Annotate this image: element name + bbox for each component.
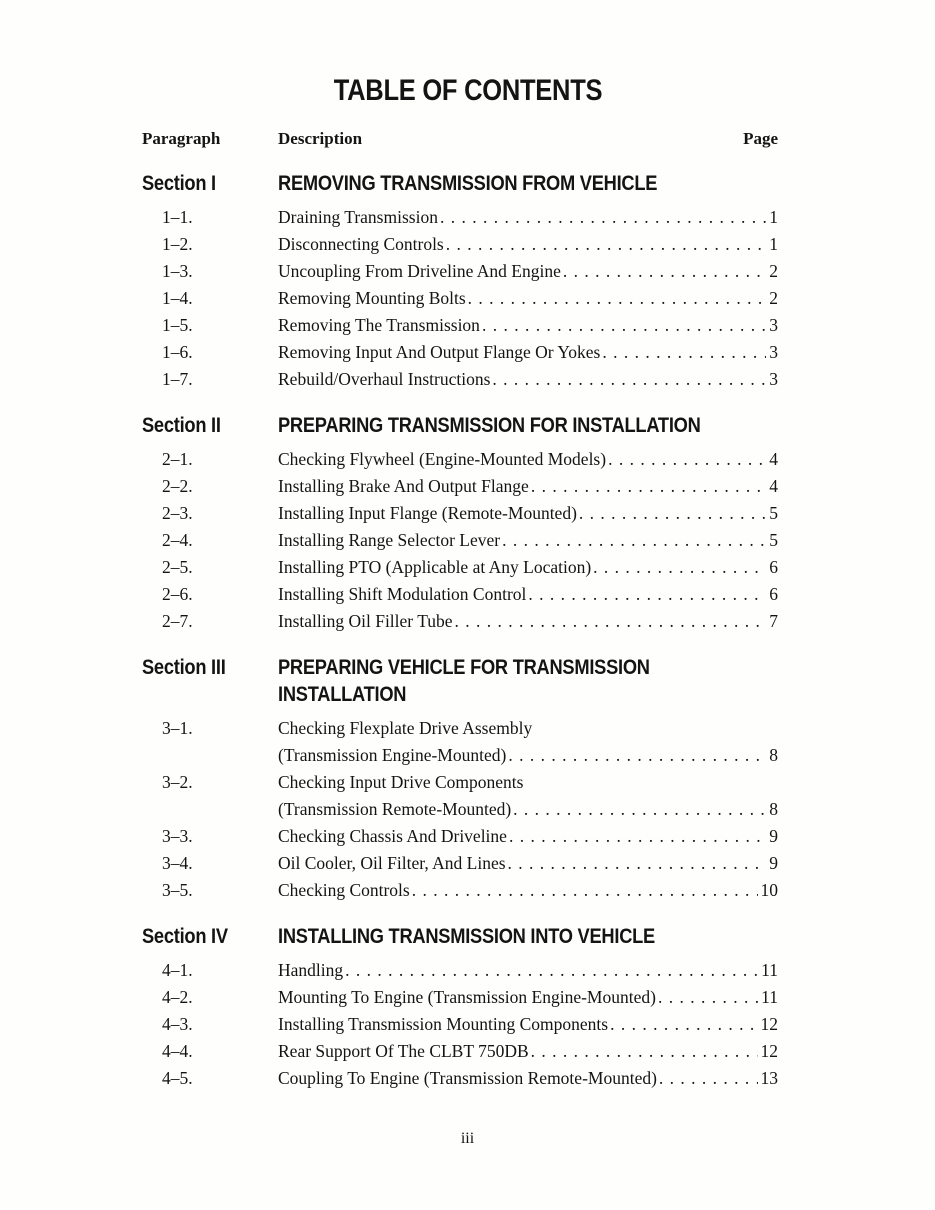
toc-entry xyxy=(142,715,778,769)
toc-entry xyxy=(142,581,778,608)
toc-entry xyxy=(142,285,778,312)
toc-entry-line xyxy=(142,581,778,608)
dot-leader xyxy=(528,581,766,608)
dot-leader xyxy=(610,1011,757,1038)
paragraph-number: 3–2. xyxy=(162,772,193,792)
toc-entry xyxy=(142,1038,778,1065)
dot-leader xyxy=(509,823,766,850)
dot-leader xyxy=(508,850,767,877)
toc-entry-line xyxy=(142,957,778,984)
entry-description-line2: (Transmission Remote-Mounted) xyxy=(278,799,512,819)
entry-description: Installing Range Selector Lever xyxy=(278,530,501,550)
dot-leader xyxy=(513,796,766,823)
paragraph-number: 2–6. xyxy=(162,584,193,604)
dot-leader xyxy=(579,500,766,527)
toc-content xyxy=(142,170,778,1111)
toc-entry-line xyxy=(142,312,778,339)
section-title-text: REMOVING TRANSMISSION FROM VEHICLE xyxy=(278,171,658,195)
toc-entry-line xyxy=(142,339,778,366)
section-title xyxy=(278,923,778,950)
entry-page-number: 9 xyxy=(769,826,778,846)
dot-leader xyxy=(531,1038,758,1065)
entry-description: Coupling To Engine (Transmission Remote-Mounted) xyxy=(278,1068,657,1088)
entry-page-number: 9 xyxy=(769,853,778,873)
entry-description: Checking Input Drive Components xyxy=(278,772,524,792)
page-title-text: TABLE OF CONTENTS xyxy=(333,74,602,107)
toc-entry xyxy=(142,527,778,554)
paragraph-number: 4–5. xyxy=(162,1068,193,1088)
toc-entry-line xyxy=(142,554,778,581)
toc-entry xyxy=(142,204,778,231)
toc-entry xyxy=(142,769,778,823)
toc-entry-line xyxy=(142,850,778,877)
section-title-line1 xyxy=(278,170,778,197)
dot-leader xyxy=(602,339,766,366)
section-title xyxy=(278,170,778,197)
entry-description: Oil Cooler, Oil Filter, And Lines xyxy=(278,853,506,873)
dot-leader xyxy=(531,473,766,500)
dot-leader xyxy=(508,742,766,769)
toc-entry xyxy=(142,957,778,984)
toc-entry-line xyxy=(142,769,778,796)
section-title-line2 xyxy=(278,681,778,708)
toc-entry xyxy=(142,258,778,285)
entry-description: Removing Mounting Bolts xyxy=(278,288,466,308)
section-id-text: Section I xyxy=(142,171,216,195)
toc-entry xyxy=(142,823,778,850)
entry-description: Installing Input Flange (Remote-Mounted) xyxy=(278,503,577,523)
entry-description: Checking Controls xyxy=(278,880,410,900)
entry-description: Mounting To Engine (Transmission Engine-Mounted) xyxy=(278,987,656,1007)
toc-entry-line xyxy=(142,823,778,850)
section-title-text: PREPARING TRANSMISSION FOR INSTALLATION xyxy=(278,413,701,437)
entry-page-number: 8 xyxy=(769,799,778,819)
toc-section xyxy=(142,923,778,1092)
toc-entry xyxy=(142,339,778,366)
toc-entry-line xyxy=(142,715,778,742)
toc-entry-line xyxy=(142,877,778,904)
paragraph-number: 3–4. xyxy=(162,853,193,873)
paragraph-number: 1–7. xyxy=(162,369,193,389)
entry-description: Removing The Transmission xyxy=(278,315,480,335)
entry-page-number: 3 xyxy=(769,342,778,362)
entry-description-line2: (Transmission Engine-Mounted) xyxy=(278,745,507,765)
dot-leader xyxy=(412,877,758,904)
entry-page-number: 6 xyxy=(769,557,778,577)
paragraph-number: 3–1. xyxy=(162,718,193,738)
toc-entry-line xyxy=(142,984,778,1011)
paragraph-number: 2–5. xyxy=(162,557,193,577)
toc-entry-line xyxy=(142,608,778,635)
entry-page-number: 2 xyxy=(769,288,778,308)
dot-leader xyxy=(446,231,767,258)
toc-section xyxy=(142,654,778,904)
entry-page-number: 3 xyxy=(769,315,778,335)
dot-leader xyxy=(608,446,766,473)
entry-description: Removing Input And Output Flange Or Yokes xyxy=(278,342,601,362)
toc-entry-line xyxy=(142,258,778,285)
toc-entry xyxy=(142,500,778,527)
entry-description: Uncoupling From Driveline And Engine xyxy=(278,261,561,281)
paragraph-number: 1–2. xyxy=(162,234,193,254)
toc-entry-line xyxy=(142,366,778,393)
entry-description: Installing PTO (Applicable at Any Location) xyxy=(278,557,592,577)
section-id-text: Section IV xyxy=(142,924,228,948)
paragraph-number: 1–6. xyxy=(162,342,193,362)
entry-description: Checking Flywheel (Engine-Mounted Models) xyxy=(278,449,607,469)
toc-entry xyxy=(142,1065,778,1092)
toc-entry xyxy=(142,312,778,339)
dot-leader xyxy=(482,312,766,339)
toc-entry-line xyxy=(142,473,778,500)
toc-entry-line-continuation xyxy=(142,742,778,769)
section-id xyxy=(142,923,278,950)
section-heading xyxy=(142,923,778,950)
toc-entry xyxy=(142,1011,778,1038)
paragraph-number: 3–5. xyxy=(162,880,193,900)
paragraph-number: 2–2. xyxy=(162,476,193,496)
entry-page-number: 6 xyxy=(769,584,778,604)
section-id xyxy=(142,170,278,197)
dot-leader xyxy=(659,1065,758,1092)
entry-page-number: 11 xyxy=(761,960,778,980)
section-id xyxy=(142,654,278,681)
entry-description: Checking Flexplate Drive Assembly xyxy=(278,718,533,738)
section-title-line1 xyxy=(278,654,778,681)
paragraph-number: 1–1. xyxy=(162,207,193,227)
toc-entry-line xyxy=(142,446,778,473)
section-title xyxy=(278,412,778,439)
entry-description: Installing Shift Modulation Control xyxy=(278,584,527,604)
entry-page-number: 12 xyxy=(760,1041,778,1061)
column-header-description: Description xyxy=(278,129,363,148)
paragraph-number: 2–3. xyxy=(162,503,193,523)
toc-entry xyxy=(142,446,778,473)
paragraph-number: 3–3. xyxy=(162,826,193,846)
dot-leader xyxy=(468,285,767,312)
paragraph-number: 2–4. xyxy=(162,530,193,550)
entry-description: Disconnecting Controls xyxy=(278,234,444,254)
entry-page-number: 13 xyxy=(760,1068,778,1088)
entry-page-number: 10 xyxy=(760,880,778,900)
paragraph-number: 1–3. xyxy=(162,261,193,281)
column-header-paragraph: Paragraph xyxy=(142,129,221,148)
toc-entry xyxy=(142,554,778,581)
section-id-text: Section II xyxy=(142,413,221,437)
section-title-line1 xyxy=(278,923,778,950)
toc-entry-line-continuation xyxy=(142,796,778,823)
entry-page-number: 4 xyxy=(769,476,778,496)
paragraph-number: 4–2. xyxy=(162,987,193,1007)
dot-leader xyxy=(345,957,758,984)
dot-leader xyxy=(502,527,766,554)
toc-entry xyxy=(142,473,778,500)
toc-entry-line xyxy=(142,231,778,258)
paragraph-number: 2–1. xyxy=(162,449,193,469)
footer-page-number: iii xyxy=(460,1130,475,1147)
dot-leader xyxy=(455,608,767,635)
dot-leader xyxy=(563,258,766,285)
toc-entry-line xyxy=(142,285,778,312)
toc-entry xyxy=(142,366,778,393)
toc-entry-line xyxy=(142,500,778,527)
toc-section xyxy=(142,170,778,393)
paragraph-number: 4–1. xyxy=(162,960,193,980)
entry-page-number: 12 xyxy=(760,1014,778,1034)
entry-description: Rear Support Of The CLBT 750DB xyxy=(278,1041,529,1061)
section-title-text: PREPARING VEHICLE FOR TRANSMISSION xyxy=(278,655,650,679)
toc-entry xyxy=(142,850,778,877)
section-heading xyxy=(142,654,778,708)
entry-page-number: 1 xyxy=(769,207,778,227)
entry-page-number: 5 xyxy=(769,530,778,550)
toc-entry-line xyxy=(142,1011,778,1038)
toc-entry-line xyxy=(142,204,778,231)
entry-description: Handling xyxy=(278,960,344,980)
toc-entry-line xyxy=(142,1065,778,1092)
toc-entry-line xyxy=(142,1038,778,1065)
entry-page-number: 8 xyxy=(769,745,778,765)
paragraph-number: 4–4. xyxy=(162,1041,193,1061)
entry-page-number: 11 xyxy=(761,987,778,1007)
section-id xyxy=(142,412,278,439)
dot-leader xyxy=(440,204,766,231)
entry-description: Installing Oil Filler Tube xyxy=(278,611,453,631)
toc-section xyxy=(142,412,778,635)
entry-page-number: 3 xyxy=(769,369,778,389)
paragraph-number: 1–5. xyxy=(162,315,193,335)
toc-entry-line xyxy=(142,527,778,554)
column-header-page: Page xyxy=(743,129,778,148)
paragraph-number: 2–7. xyxy=(162,611,193,631)
section-title-line1 xyxy=(278,412,778,439)
entry-page-number: 7 xyxy=(769,611,778,631)
entry-page-number: 2 xyxy=(769,261,778,281)
toc-entry xyxy=(142,984,778,1011)
section-heading xyxy=(142,170,778,197)
entry-description: Installing Brake And Output Flange xyxy=(278,476,529,496)
section-id-text: Section III xyxy=(142,655,226,679)
entry-page-number: 5 xyxy=(769,503,778,523)
entry-description: Installing Transmission Mounting Components xyxy=(278,1014,609,1034)
toc-entry xyxy=(142,231,778,258)
section-title-text: INSTALLING TRANSMISSION INTO VEHICLE xyxy=(278,924,655,948)
section-title-text2: INSTALLATION xyxy=(278,682,407,706)
entry-description: Draining Transmission xyxy=(278,207,438,227)
section-heading xyxy=(142,412,778,439)
dot-leader xyxy=(593,554,766,581)
dot-leader xyxy=(492,366,766,393)
page-title xyxy=(0,74,935,108)
toc-entry xyxy=(142,608,778,635)
entry-page-number: 1 xyxy=(769,234,778,254)
dot-leader xyxy=(658,984,758,1011)
section-title xyxy=(278,654,778,708)
toc-entry xyxy=(142,877,778,904)
column-headers xyxy=(142,129,778,149)
paragraph-number: 1–4. xyxy=(162,288,193,308)
entry-page-number: 4 xyxy=(769,449,778,469)
paragraph-number: 4–3. xyxy=(162,1014,193,1034)
entry-description: Checking Chassis And Driveline xyxy=(278,826,507,846)
entry-description: Rebuild/Overhaul Instructions xyxy=(278,369,491,389)
